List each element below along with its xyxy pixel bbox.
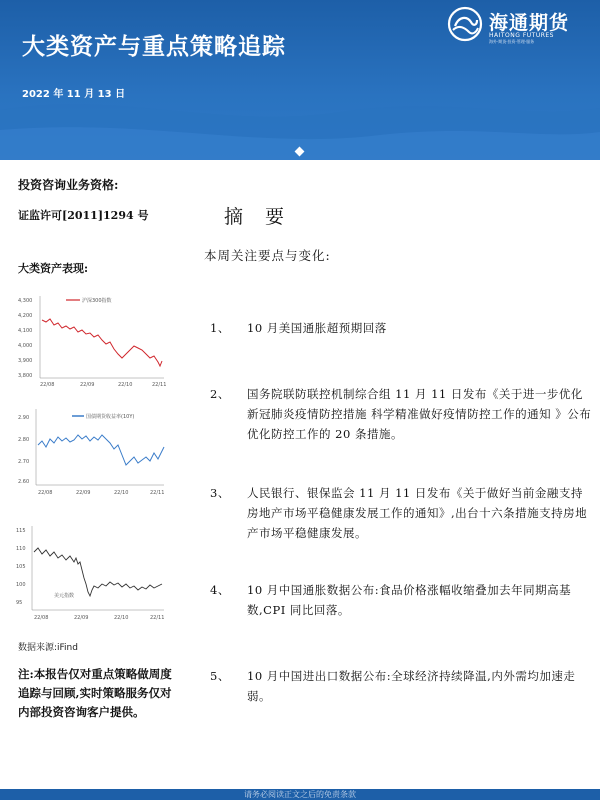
chart3-ytick: 100 [16,582,26,588]
focus-title: 本周关注要点与变化: [204,248,331,263]
mini-chart-csi300 [14,292,174,392]
company-logo [447,6,597,46]
list-item-number: 3、 [210,486,230,500]
chart2-xtick: 22/10 [114,490,129,496]
chart3-xtick: 22/08 [34,615,49,621]
chart1-xtick: 22/11 [152,382,167,388]
chart1-xtick: 22/09 [80,382,95,388]
chart3-ytick: 105 [16,564,26,570]
chart1-xtick: 22/08 [40,382,55,388]
chart2-legend: 国债期货收益率(10Y) [86,414,135,420]
qualification-title: 投资咨询业务资格: [18,178,119,192]
list-item-text: 人民银行、银保监会 11 月 11 日发布《关于做好当前金融支持房地产市场平稳健康发展工作的通知》,出台十六条措施支持房地产市场平稳健康发展。 [247,486,588,540]
performance-title: 大类资产表现: [18,262,89,275]
chart3-series-line [34,548,162,596]
chart2-xtick: 22/11 [150,490,165,496]
chart1-ytick: 4,000 [18,343,33,349]
chart1-ytick: 4,300 [18,298,33,304]
chart3-ytick: 95 [16,600,23,606]
list-item-text: 10 月美国通胀超预期回落 [247,321,387,335]
chart3-ytick: 110 [16,546,26,552]
chart2-xtick: 22/08 [38,490,53,496]
chart3-xtick: 22/09 [74,615,89,621]
chart1-xtick: 22/10 [118,382,133,388]
chart2-ytick: 2.70 [18,459,30,465]
report-date: 2022 年 11 月 13 日 [22,89,126,100]
chart2-ytick: 2.60 [18,479,30,485]
footer-disclaimer: 请务必阅读正文之后的免责条款 [244,790,356,799]
chart2-xtick: 22/09 [76,490,91,496]
chart2-ytick: 2.90 [18,415,30,421]
report-title: 大类资产与重点策略追踪 [22,33,286,60]
list-item-text: 国务院联防联控机制综合组 11 月 11 日发布《关于进一步优化新冠肺炎疫情防控措施 科学精准做好疫情防控工作的通知 》公布优化防控工作的 20 条措施。 [247,387,592,441]
logo-name-cn: 海通期货 [489,12,570,34]
chart1-series-line [42,319,162,366]
chart2-series-line [38,435,164,465]
chart3-xtick: 22/11 [150,615,165,621]
list-item-text: 10 月中国进出口数据公布:全球经济持续降温,内外需均加速走弱。 [247,669,576,703]
chart1-ytick: 4,100 [18,328,33,334]
list-item-number: 2、 [210,387,230,401]
mini-chart-bond-yield [14,405,174,500]
report-header [0,0,600,160]
list-item-number: 4、 [210,583,230,597]
license-number: 证监许可[2011]1294 号 [18,209,149,222]
chart1-ytick: 3,900 [18,358,33,364]
chart1-legend: 沪深300指数 [82,298,112,304]
logo-name-en: HAITONG FUTURES [489,32,554,39]
chart1-ytick: 3,800 [18,373,33,379]
summary-title: 摘 要 [224,206,293,228]
list-item-number: 1、 [210,321,230,335]
chart1-ytick: 4,200 [18,313,33,319]
chart2-ytick: 2.80 [18,437,30,443]
logo-tagline: 海外·期货·投资·管理·服务 [489,39,535,44]
data-source: 数据来源:iFind [18,643,78,653]
list-item-text: 10 月中国通胀数据公布:食品价格涨幅收缩叠加去年同期高基数,CPI 同比回落。 [247,583,572,617]
list-item-number: 5、 [210,669,230,683]
chart3-ytick: 115 [16,528,26,534]
disclaimer-note: 注:本报告仅对重点策略做周度追踪与回顾,实时策略服务仅对内部投资咨询客户提供。 [18,667,172,719]
mini-chart-dollar-index [14,522,174,622]
haitong-logo-icon [447,6,483,42]
chart3-xtick: 22/10 [114,615,129,621]
page-footer [0,789,600,800]
chart3-legend: 美元指数 [54,593,75,599]
